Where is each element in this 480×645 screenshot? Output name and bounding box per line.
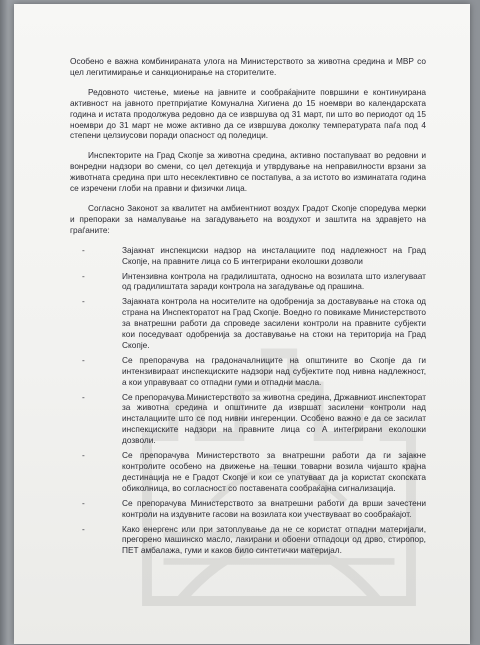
list-item [82,354,426,388]
bullet-dash: - [82,497,85,508]
list-item [82,244,426,267]
list-item [82,391,426,447]
bullet-dash: - [82,270,85,281]
list-item [82,523,426,557]
measure-text: Зајакнат инспекциски надзор на инсталациите под надлежност на Град Скопје, на правните лица со Б интегрирани еколошки дозволи [122,244,426,266]
measure-text: Се препорачува Министерството за животна средина, Државниот инспекторат за животна средина и општините да извршат засилени контроли над инсталациите што се под нивни ингеренции. Особено важно е да се засилат инспекциските надзори на правните лица со А интегрирани еколошки дозволи. [122,391,426,446]
paper-sheet [14,4,470,644]
measure-text: Се препорачува на градоначалниците на општините во Скопје да ги интензивираат инспекциските надзори над субјектите под нивна надлежност, а кои управуваат со отпадни гуми и отпадни масла. [122,354,426,387]
paragraph-inspectors: Инспекторите на Град Скопје за животна средина, активно постапуваат во редовни и вонредни надзори во смени, со цел детекција и утврдување на неправилности врзани за животната средина при што несеклективно се постапува, а за истото во изминатата година се изречени глоби на правни и физички лица. [70,150,426,194]
measure-text: Како енергенс или при затоплување да не се користат отпадни материјали, прегорено машинско масло, лакирани и обоени отпадоци од дрво, стиропор, ПЕТ амбалажа, гуми и каков било синтетички материјал. [122,523,426,556]
list-item [82,270,426,293]
list-item [82,296,426,351]
measure-text: Интензивна контрола на градилиштата, односно на возилата што излегуваат од градилиштата заради контрола на загадување од прашина. [122,270,426,292]
bullet-dash: - [82,296,85,307]
list-item [82,450,426,494]
bullet-dash: - [82,523,85,534]
paragraph-air-quality-law: Согласно Законот за квалитет на амбиентниот воздух Градот Скопје споредува мерки и препораки за намалување на загадувањето на воздухот и заштита на здравјето на граѓаните: [70,202,426,235]
paragraph-street-cleaning: Редовното чистење, миење на јавните и сообраќајните површини е континуирана активност на јавното претпријатие Комунална Хигиена до 15 ноември во календарската година и истата продолжува редовно да се извршува од 31 март, пи што во периодот од 15 ноември до 31 март не може активно да се извршува доколку температурата паѓа под 4 степени целзиусови поради опасност од поледици. [70,86,426,141]
bullet-dash: - [82,354,85,365]
document-body [70,56,426,560]
measures-list [70,245,426,557]
bullet-dash: - [82,391,85,402]
bullet-dash: - [82,450,85,461]
bullet-dash: - [82,244,85,255]
list-item [82,497,426,520]
measure-text: Се препорачува Министерството за внатрешни работи да врши зачестени контроли на издувните гасови на возилата кои учествуваат во сообраќајот. [122,497,426,519]
measure-text: Се препорачува Министерството за внатрешни работи да ги зајакне контролите особено на движење на тешки товарни возила чијашто крајна дестинација не е Градот Скопје и кои се упатуваат да ја користат скопската обиколница, во согласност со поставената сообраќајна сигнализација. [122,450,426,493]
paragraph-ministry-role: Особено е важна комбинираната улога на Министерството за животна средина и МВР со цел легитимирање и санкционирање на сторителите. [70,56,426,77]
measure-text: Зајакната контрола на носителите на одобренија за доставување на стока од страна на Инспекторатот на Град Скопје. Воедно го повикаме Министерството за внатрешни работи да спроведе засилени контроли на правните субјекти кои поседуваат одобренија за доставување на стоки на територија на Град Скопје. [122,296,426,350]
